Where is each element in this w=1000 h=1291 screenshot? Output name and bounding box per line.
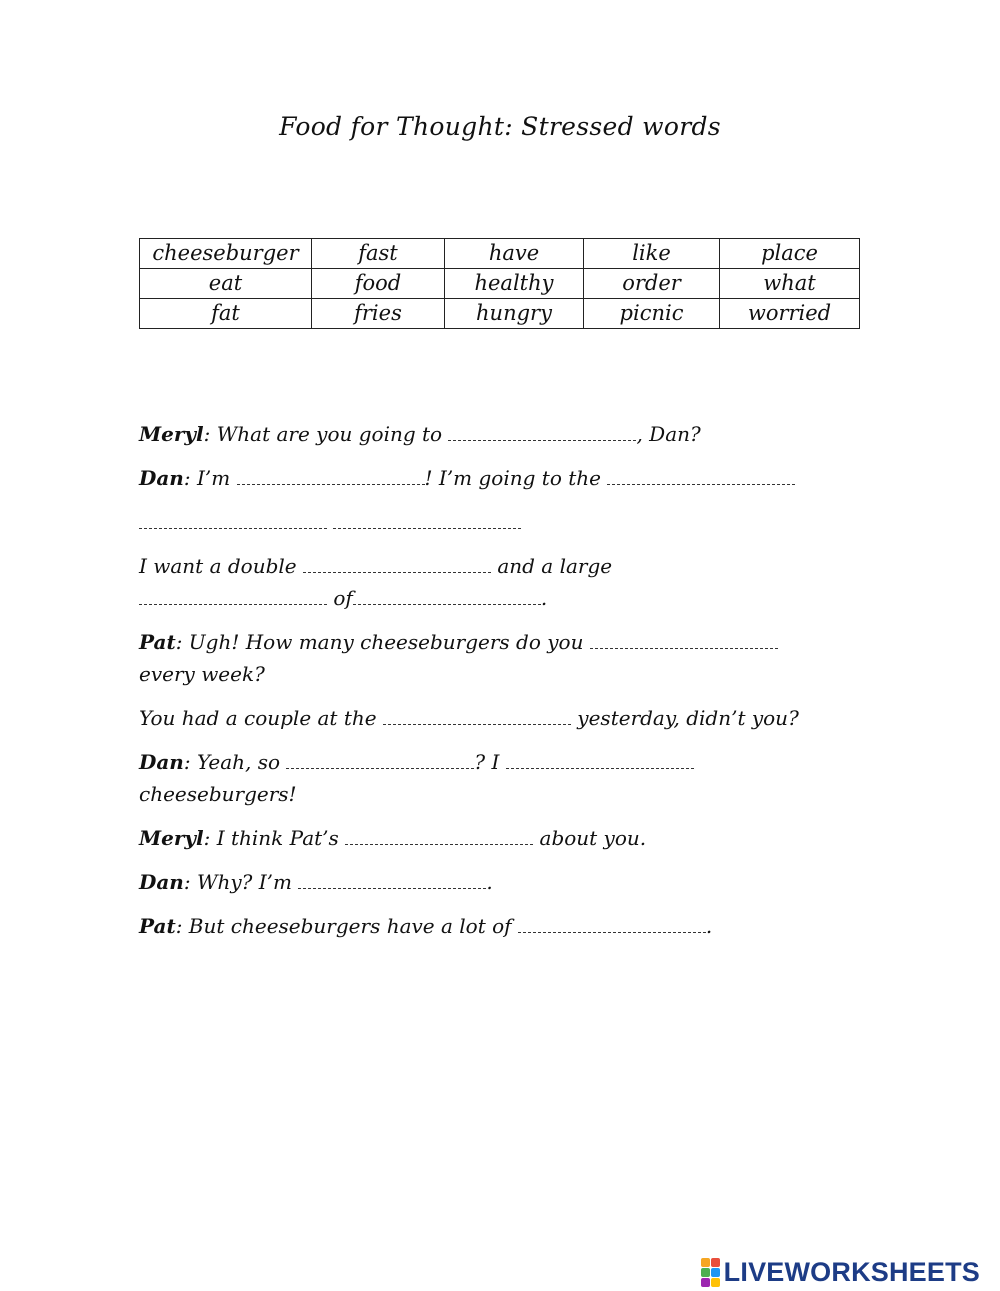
line-text: cheeseburgers!: [139, 782, 297, 806]
line-text: .: [540, 586, 548, 610]
dialogue-line: [139, 866, 869, 898]
answer-blank[interactable]: [333, 510, 521, 529]
dialogue: [139, 418, 869, 954]
word-cell: food: [312, 269, 445, 299]
line-text: about you.: [533, 826, 647, 850]
line-text: every week?: [139, 662, 265, 686]
answer-blank[interactable]: [448, 422, 636, 441]
answer-blank[interactable]: [607, 466, 795, 485]
logo-block: [701, 1258, 710, 1267]
word-cell: place: [720, 239, 860, 269]
dialogue-line: [139, 658, 869, 690]
answer-blank[interactable]: [518, 914, 706, 933]
logo-block: [711, 1278, 720, 1287]
table-row: [140, 239, 860, 269]
logo-block: [711, 1258, 720, 1267]
liveworksheets-logo[interactable]: [701, 1257, 980, 1287]
speaker-name: Dan: [139, 870, 184, 894]
line-text: , Dan?: [636, 422, 701, 446]
line-text: yesterday, didn’t you?: [570, 706, 799, 730]
line-text: : What are you going to: [203, 422, 449, 446]
speaker-name: Pat: [139, 630, 176, 654]
dialogue-line: [139, 418, 869, 450]
dialogue-line: [139, 626, 869, 658]
line-text: ! I’m going to the: [424, 466, 608, 490]
speaker-name: Dan: [139, 750, 184, 774]
line-text: : Why? I’m: [183, 870, 299, 894]
word-cell: what: [720, 269, 860, 299]
word-cell: healthy: [445, 269, 584, 299]
word-cell: like: [584, 239, 720, 269]
dialogue-line: [139, 746, 869, 778]
dialogue-line: [139, 462, 869, 494]
answer-blank[interactable]: [237, 466, 425, 485]
answer-blank[interactable]: [506, 750, 694, 769]
answer-blank[interactable]: [139, 510, 327, 529]
table-row: [140, 299, 860, 329]
line-text: : But cheeseburgers have a lot of: [175, 914, 518, 938]
answer-blank[interactable]: [383, 706, 571, 725]
logo-blocks-icon: [701, 1258, 720, 1287]
dialogue-line: [139, 506, 869, 538]
worksheet-title: Food for Thought: Stressed words: [279, 112, 721, 141]
dialogue-line: [139, 550, 869, 582]
word-cell: have: [445, 239, 584, 269]
line-text: ? I: [474, 750, 506, 774]
line-text: .: [705, 914, 713, 938]
line-text: : I think Pat’s: [203, 826, 346, 850]
dialogue-line: [139, 778, 869, 810]
answer-blank[interactable]: [590, 630, 778, 649]
table-row: [140, 269, 860, 299]
word-cell: picnic: [584, 299, 720, 329]
answer-blank[interactable]: [303, 554, 491, 573]
answer-blank[interactable]: [353, 586, 541, 605]
answer-blank[interactable]: [298, 870, 486, 889]
answer-blank[interactable]: [286, 750, 474, 769]
word-cell: worried: [720, 299, 860, 329]
answer-blank[interactable]: [345, 826, 533, 845]
line-text: You had a couple at the: [139, 706, 383, 730]
word-cell: fat: [140, 299, 312, 329]
word-cell: order: [584, 269, 720, 299]
speaker-name: Meryl: [139, 826, 204, 850]
line-text: I want a double: [139, 554, 303, 578]
dialogue-line: [139, 702, 839, 734]
line-text: : Ugh! How many cheeseburgers do you: [175, 630, 590, 654]
speaker-name: Dan: [139, 466, 184, 490]
line-text: and a large: [490, 554, 613, 578]
word-bank-table: [139, 238, 860, 329]
word-cell: fries: [312, 299, 445, 329]
speaker-name: Pat: [139, 914, 176, 938]
line-text: : I’m: [183, 466, 237, 490]
word-cell: eat: [140, 269, 312, 299]
logo-block: [701, 1268, 710, 1277]
line-text: : Yeah, so: [183, 750, 287, 774]
line-text: of: [327, 586, 353, 610]
dialogue-line: [139, 822, 869, 854]
logo-text: LIVEWORKSHEETS: [723, 1256, 980, 1287]
logo-block: [701, 1278, 710, 1287]
dialogue-line: [139, 910, 869, 942]
line-text: .: [486, 870, 493, 894]
answer-blank[interactable]: [139, 586, 327, 605]
logo-block: [711, 1268, 720, 1277]
dialogue-line: [139, 582, 869, 614]
speaker-name: Meryl: [139, 422, 204, 446]
word-cell: fast: [312, 239, 445, 269]
word-cell: hungry: [445, 299, 584, 329]
word-cell: cheeseburger: [140, 239, 312, 269]
